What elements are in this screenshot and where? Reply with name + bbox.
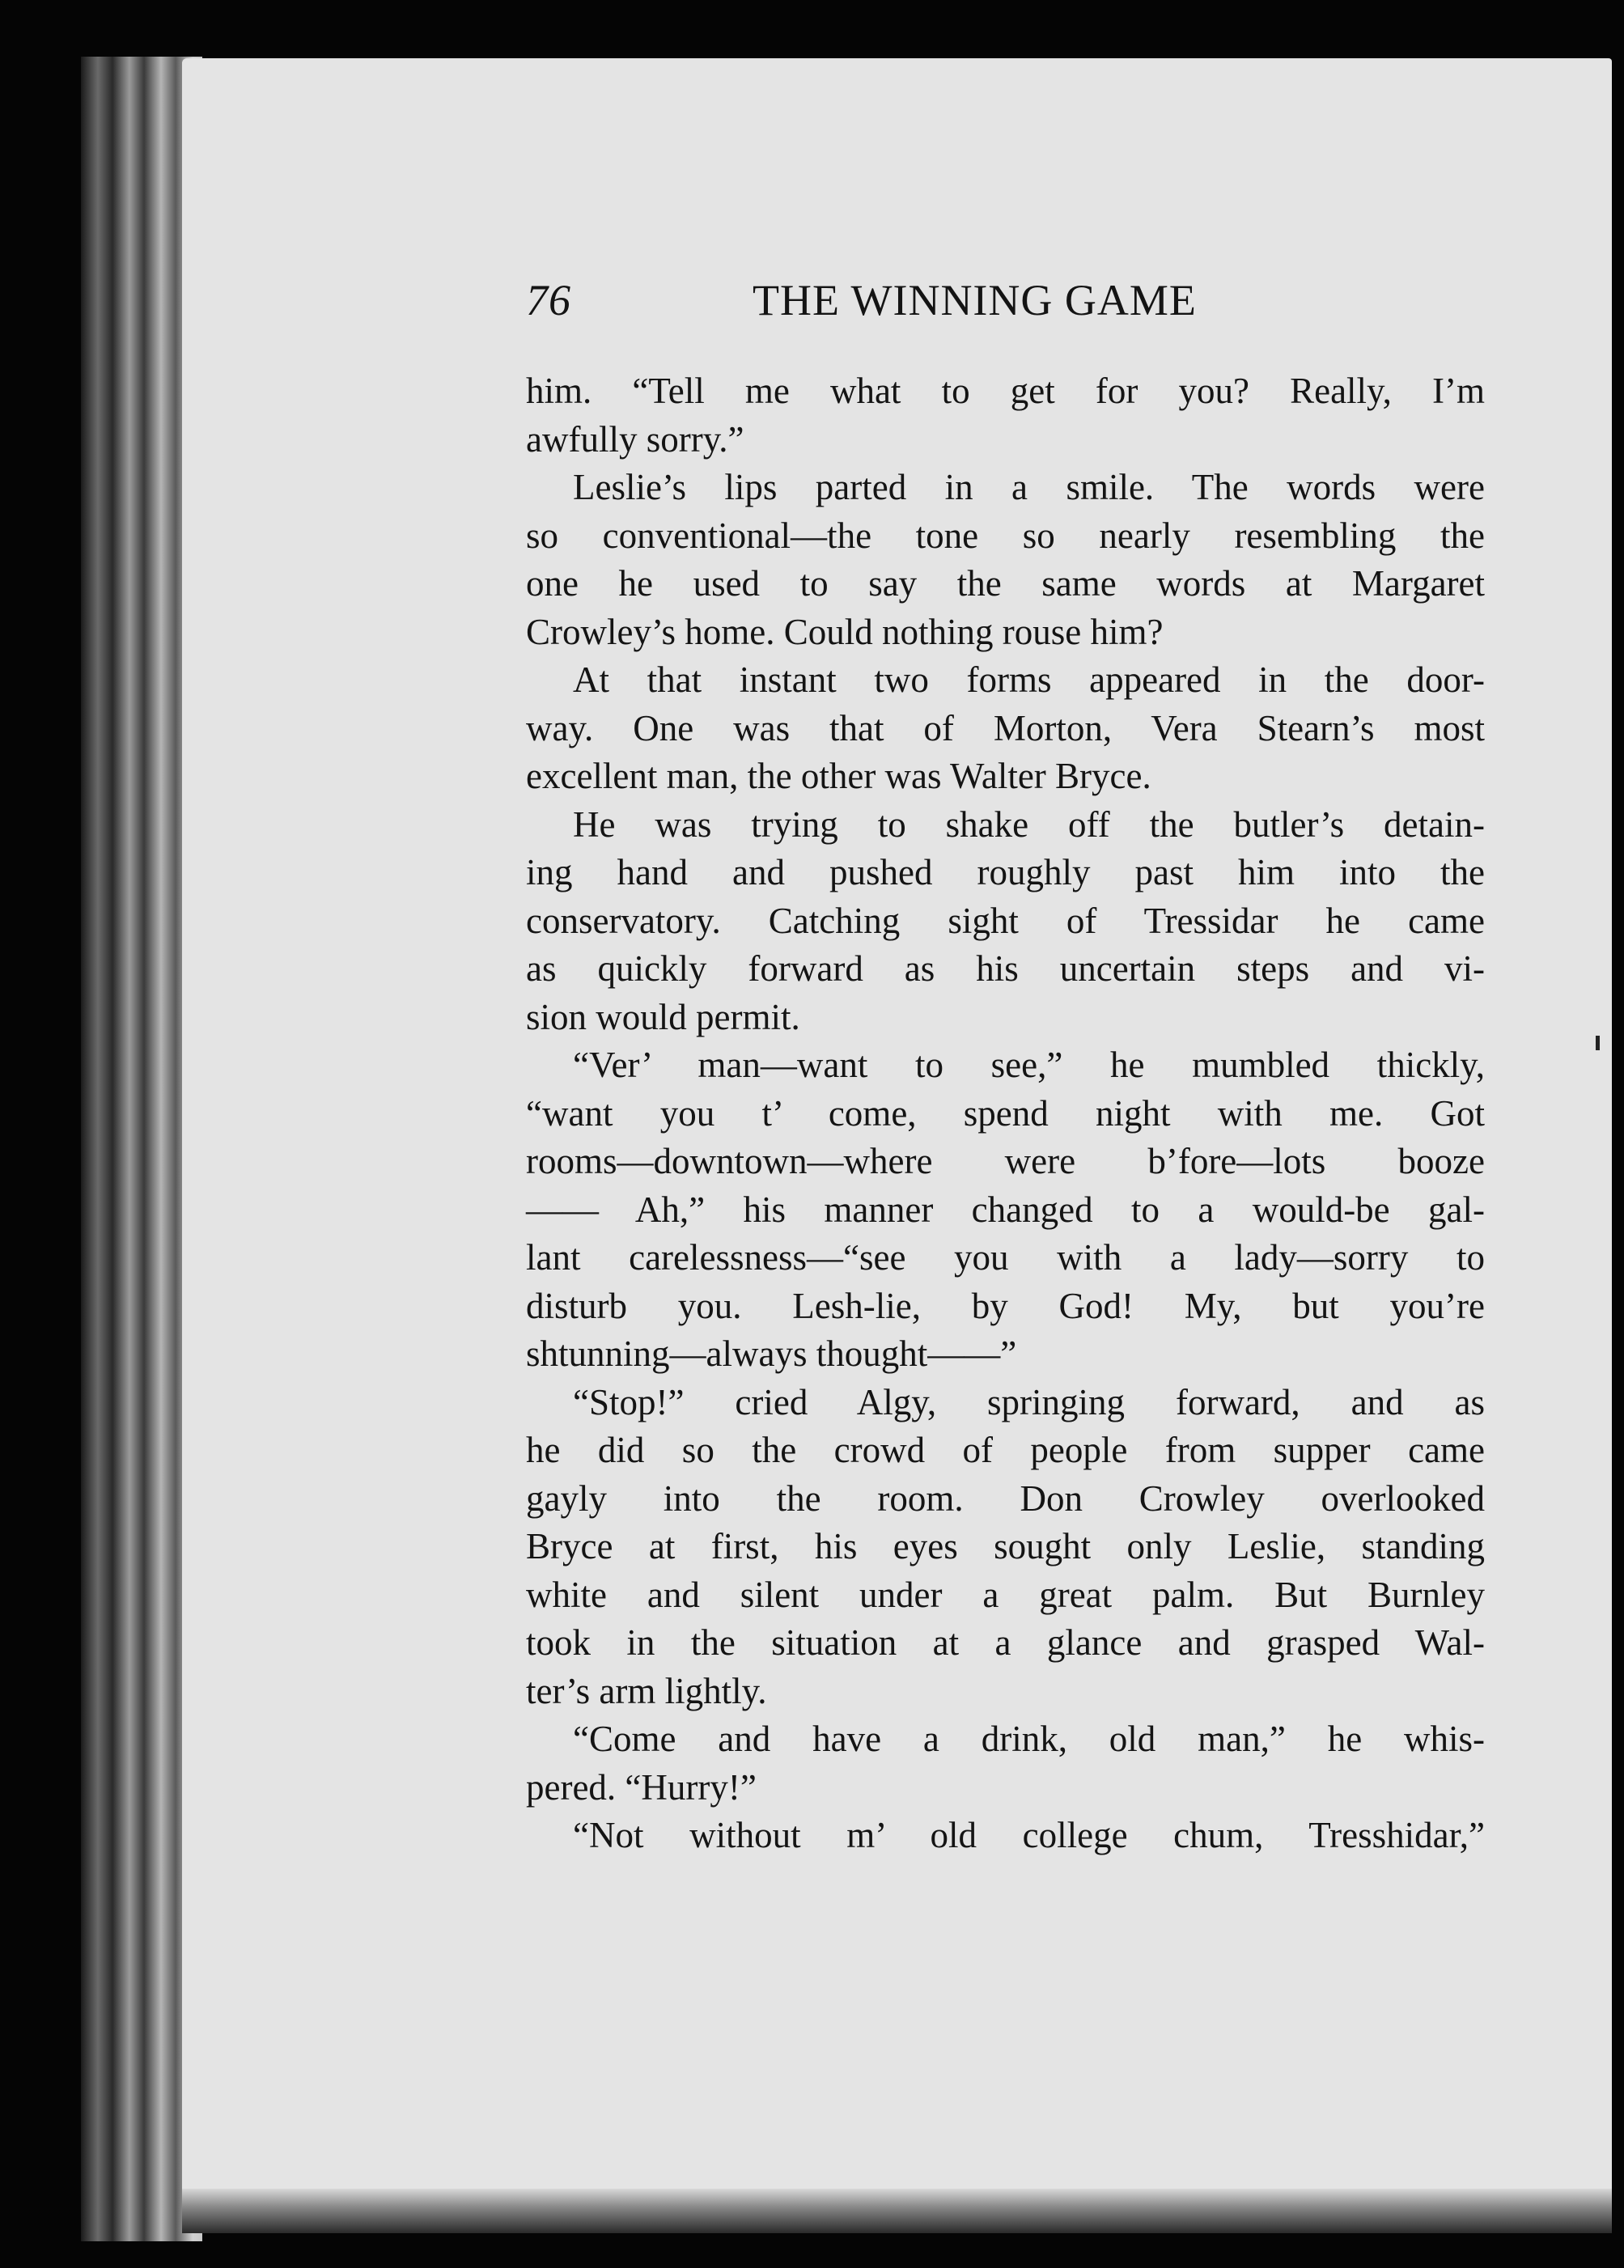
text-line: shtunning—always thought——”	[526, 1333, 1017, 1374]
text-line: way. One was that of Morton, Vera Stearn’s most	[526, 707, 1485, 748]
text-line: “want you t’ come, spend night with me. Got	[526, 1092, 1485, 1134]
text-line: Crowley’s home. Could nothing rouse him?	[526, 611, 1164, 652]
text-line: ter’s arm lightly.	[526, 1670, 767, 1711]
text-line: Leslie’s lips parted in a smile. The words were	[573, 467, 1485, 507]
text-line: one he used to say the same words at Margaret	[526, 563, 1485, 604]
text-line: —— Ah,” his manner changed to a would-be gal-	[526, 1189, 1485, 1230]
text-line: gayly into the room. Don Crowley overlooked	[526, 1477, 1485, 1519]
text-line: pered. “Hurry!”	[526, 1766, 757, 1808]
text-line: “Come and have a drink, old man,” he whis-	[573, 1719, 1485, 1759]
text-line: At that instant two forms appeared in the door-	[573, 659, 1485, 700]
text-line: sion would permit.	[526, 996, 800, 1037]
page-bottom-edge	[182, 2189, 1612, 2233]
text-line: “Ver’ man—want to see,” he mumbled thickly,	[573, 1045, 1485, 1085]
text-line: rooms—downtown—where were b’fore—lots booze	[526, 1141, 1485, 1181]
text-line: conservatory. Catching sight of Tressidar he came	[526, 900, 1485, 941]
text-line: ing hand and pushed roughly past him into the	[526, 852, 1485, 892]
text-line: excellent man, the other was Walter Bryce.	[526, 756, 1151, 796]
body-text	[526, 367, 1485, 1860]
book-title: THE WINNING GAME	[753, 276, 1197, 324]
text-line: so conventional—the tone so nearly resembling the	[526, 515, 1485, 556]
text-line: white and silent under a great palm. But Burnley	[526, 1574, 1485, 1615]
text-line: took in the situation at a glance and grasped Wal-	[526, 1622, 1485, 1663]
text-line: “Stop!” cried Algy, springing forward, and as	[573, 1381, 1485, 1422]
text-line: lant carelessness—“see you with a lady—sorry to	[526, 1237, 1485, 1278]
page-number: 76	[526, 276, 571, 324]
margin-mark	[1596, 1036, 1600, 1050]
text-line: him. “Tell me what to get for you? Really, I’m	[526, 371, 1485, 411]
text-line: as quickly forward as his uncertain steps and vi-	[526, 948, 1485, 989]
text-line: disturb you. Lesh-lie, by God! My, but you’re	[526, 1285, 1485, 1326]
text-line: awfully sorry.”	[526, 418, 744, 460]
text-line: Bryce at first, his eyes sought only Leslie, standing	[526, 1526, 1485, 1566]
text-line: “Not without m’ old college chum, Tresshidar,”	[573, 1815, 1485, 1855]
text-line: He was trying to shake off the butler’s detain-	[573, 803, 1485, 845]
text-line: he did so the crowd of people from supper came	[526, 1430, 1485, 1470]
